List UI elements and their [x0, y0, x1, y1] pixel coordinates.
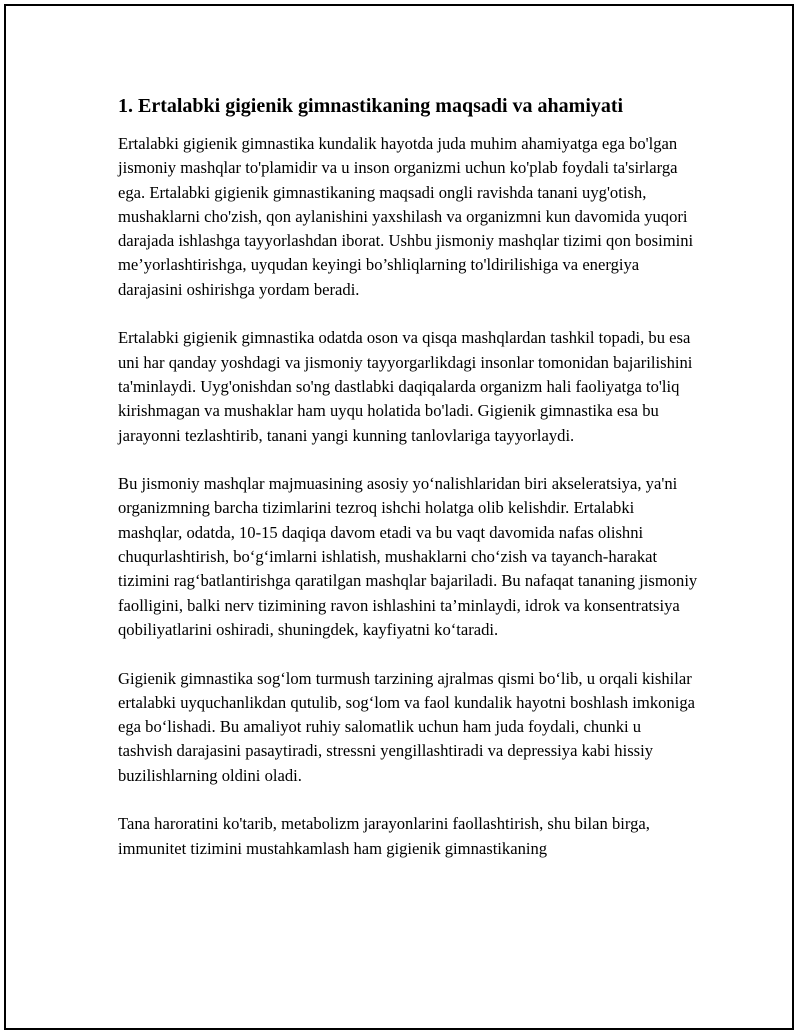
section-heading: 1. Ertalabki gigienik gimnastikaning maqsadi va ahamiyati: [118, 95, 624, 117]
paragraph-4: Gigienik gimnastika sog‘lom turmush tarzining ajralmas qismi bo‘lib, u orqali kishilar ertalabki uyquchanlikdan qutulib, sog‘lom va faol kundalik hayotni boshlash imkoniga ega bo‘lishadi. Bu amaliyot ruhiy salomatlik uchun ham juda foydali, chunki u tashvish darajasini pasaytiradi, stressni yengillashtiradi va depressiya kabi hissiy buzilishlarning oldini oladi.: [118, 668, 695, 785]
document-body: [118, 92, 698, 885]
paragraph-3: Bu jismoniy mashqlar majmuasining asosiy yo‘nalishlaridan biri akseleratsiya, ya'ni organizmning barcha tizimlarini tezroq ishchi holatga olib kelishdir. Ertalabki mashqlar, odatda, 10-15 daqiqa davom etadi va bu vaqt davomida nafas olishni chuqurlashtirish, bo‘g‘imlarni ishlatish, mushaklarni cho‘zish va tayanch-harakat tizimini rag‘batlantirishga qaratilgan mashqlar bajariladi. Bu nafaqat tananing jismoniy faolligini, balki nerv tizimining ravon ishlashini ta’minlaydi, idrok va konsentratsiya qobiliyatlarini oshiradi, shuningdek, kayfiyatni ko‘taradi.: [118, 474, 698, 639]
paragraph-1: Ertalabki gigienik gimnastika kundalik hayotda juda muhim ahamiyatga ega bo'lgan jismoniy mashqlar to'plamidir va u inson organizmi uchun ko'plab foydali ta'sirlarga ega. Ertalabki gigienik gimnastikaning maqsadi ongli ravishda tanani uyg'otish, mushaklarni cho'zish, qon aylanishini yaxshilash va organizmni kun davomida yuqori darajada ishlashga tayyorlashdan iborat. Ushbu jismoniy mashqlar tizimi qon bosimini me’yorlashtirishga, uyqudan keyingi bo’shliqlarning to'ldirilishiga va energiya darajasini oshirishga yordam beradi.: [118, 134, 694, 299]
paragraph-5: Tana haroratini ko'tarib, metabolizm jarayonlarini faollashtirish, shu bilan birga, immunitet tizimini mustahkamlash ham gigienik gimnastikaning: [118, 814, 650, 858]
paragraph-2: Ertalabki gigienik gimnastika odatda oson va qisqa mashqlardan tashkil topadi, bu esa uni har qanday yoshdagi va jismoniy tayyorgarlikdagi insonlar tomonidan bajarilishini ta'minlaydi. Uyg'onishdan so'ng dastlabki daqiqalarda organizm hali faoliyatga to'liq kirishmagan va mushaklar ham uyqu holatida bo'ladi. Gigienik gimnastika esa bu jarayonni tezlashtirib, tanani yangi kunning tanlovlariga tayyorlaydi.: [118, 328, 693, 445]
